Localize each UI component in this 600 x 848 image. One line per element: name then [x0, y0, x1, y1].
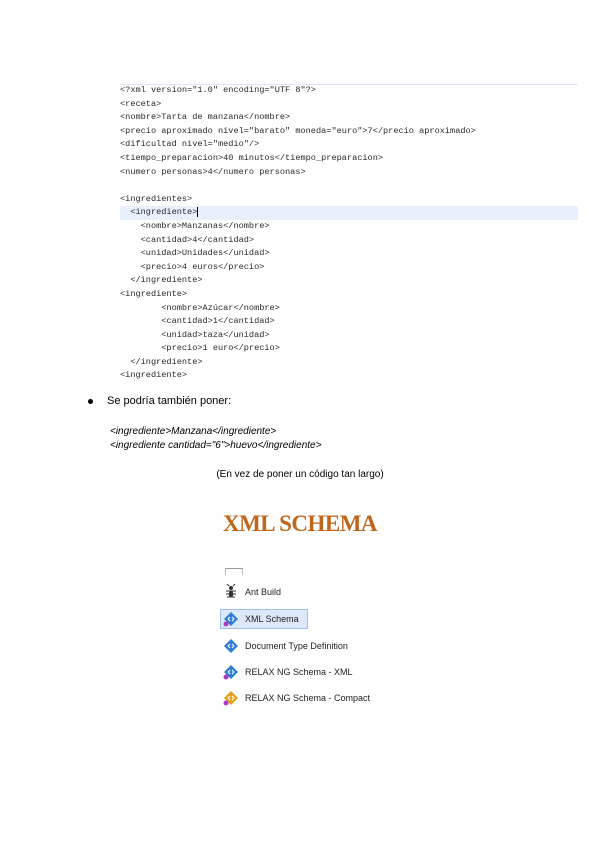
code-line: <unidad>Unidades</unidad> — [120, 248, 270, 259]
example-code — [110, 425, 321, 453]
menu-item-label: Document Type Definition — [245, 641, 348, 651]
xml-schema-icon — [223, 611, 239, 627]
menu-item-label: Ant Build — [245, 587, 282, 597]
code-line-cursor-text: <ingrediente> — [120, 207, 198, 218]
code-line-highlighted — [120, 206, 578, 220]
code-line: <ingrediente> — [120, 370, 188, 381]
menu-cut-off-icon — [225, 568, 243, 575]
code-line: <cantidad>1</cantidad> — [120, 316, 275, 327]
code-line: <tiempo_preparacion>40 minutos</tiempo_preparacion> — [120, 152, 384, 163]
code-line: <precio>4 euros</precio> — [120, 261, 265, 272]
menu-item-label: RELAX NG Schema - Compact — [245, 693, 371, 703]
note-text: (En vez de poner un código tan largo) — [216, 469, 384, 480]
code-line: <numero personas>4</numero personas> — [120, 166, 306, 177]
example-line: <ingrediente cantidad="6">huevo</ingrediente> — [110, 440, 322, 451]
relax-ng-xml-icon — [223, 664, 239, 680]
code-line: <precio>1 euro</precio> — [120, 343, 280, 354]
menu-item-dtd[interactable] — [221, 637, 374, 655]
code-line: <precio aproximado nivel="barato" moneda="euro">7</precio aproximado> — [120, 125, 476, 136]
code-line: </ingrediente> — [120, 275, 203, 286]
code-line: <receta> — [120, 98, 162, 109]
code-line: <cantidad>4</cantidad> — [120, 234, 255, 245]
code-line: <dificultad nivel="medio"/> — [120, 139, 260, 150]
menu-item-ant-build[interactable] — [221, 583, 374, 601]
section-heading: XML SCHEMA — [222, 511, 378, 536]
code-line: <ingredientes> — [120, 193, 193, 204]
menu-item-relax-ng-compact[interactable] — [221, 689, 374, 707]
xml-code-block — [120, 84, 578, 383]
menu-item-xml-schema[interactable] — [220, 609, 308, 629]
menu-item-label: RELAX NG Schema - XML — [245, 667, 353, 677]
file-type-menu — [221, 568, 374, 715]
code-line: <unidad>taza</unidad> — [120, 329, 270, 340]
code-line: <nombre>Tarta de manzana</nombre> — [120, 112, 291, 123]
code-line: </ingrediente> — [120, 356, 203, 367]
bullet-dot-icon — [88, 399, 93, 404]
example-line: <ingrediente>Manzana</ingrediente> — [110, 426, 277, 437]
relax-ng-compact-icon — [223, 690, 239, 706]
dtd-icon — [223, 638, 239, 654]
bullet-point — [88, 395, 231, 407]
menu-item-relax-ng-xml[interactable] — [221, 663, 374, 681]
code-line-blank — [120, 179, 578, 193]
bullet-text: Se podría también poner: — [107, 395, 232, 407]
code-line: <?xml version="1.0" encoding="UTF 8"?> — [120, 85, 316, 95]
code-line: <nombre>Manzanas</nombre> — [120, 220, 270, 231]
ant-build-icon — [223, 584, 239, 600]
code-line: <nombre>Azúcar</nombre> — [120, 302, 280, 313]
menu-item-label: XML Schema — [245, 614, 299, 624]
code-line: <ingrediente> — [120, 288, 188, 299]
